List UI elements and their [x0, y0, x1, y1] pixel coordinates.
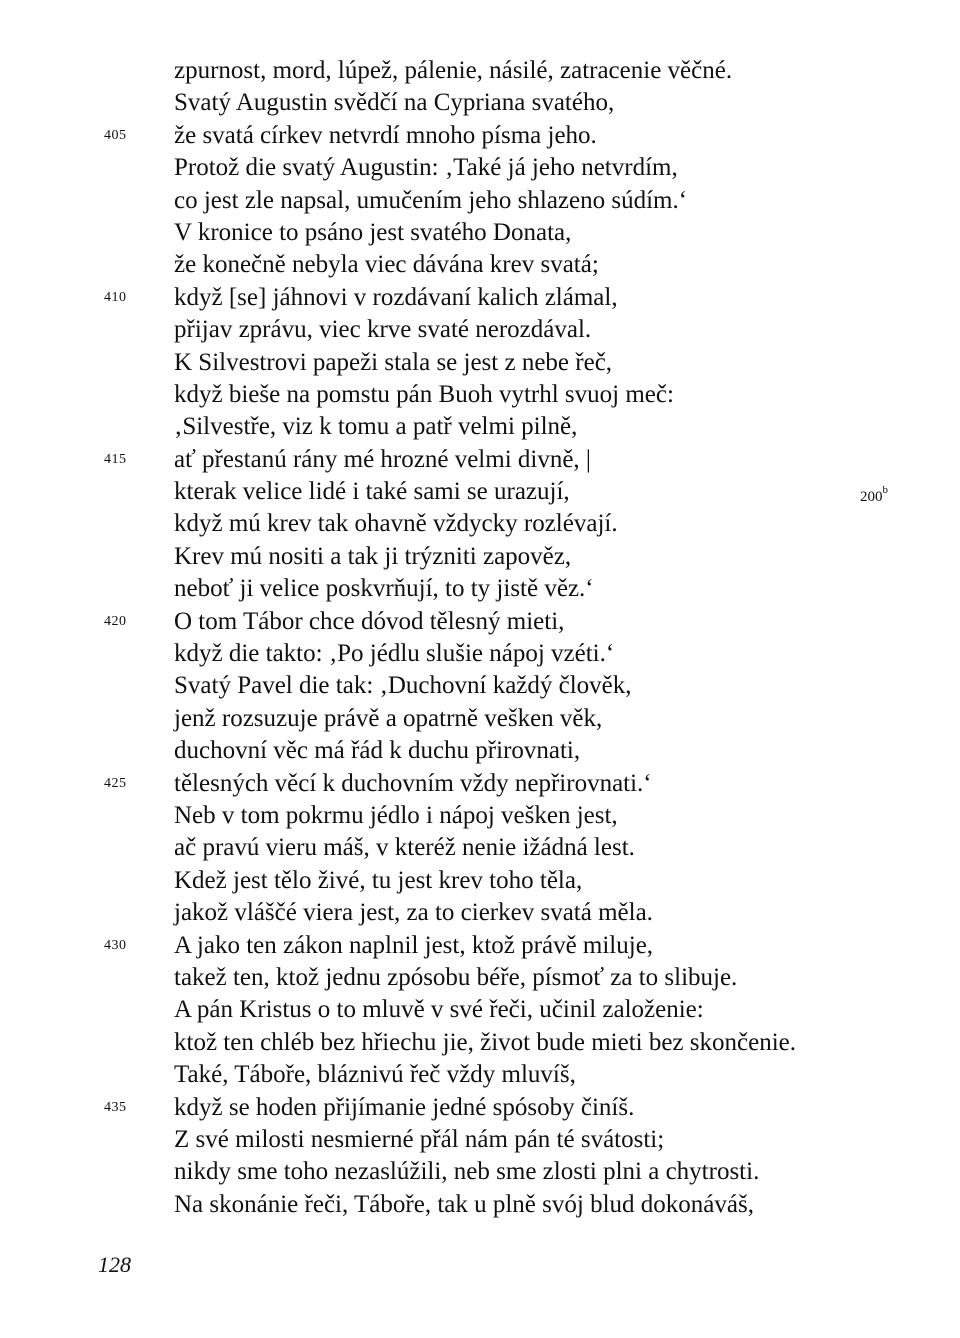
verse-text: když die takto: ‚Po jédlu slušie nápoj vzéti.‘: [174, 640, 615, 668]
verse-text: A jako ten zákon naplnil jest, ktož právě miluje,: [174, 931, 654, 959]
verse-line: [0, 1027, 960, 1059]
verse-line: [0, 411, 960, 443]
verse-text: jenž rozsuzuje právě a opatrně vešken věk,: [174, 704, 603, 732]
verse-text: Na skonánie řeči, Táboře, tak u plně svój blud dokonáváš,: [174, 1190, 754, 1218]
line-number: 405: [104, 127, 127, 143]
verse-line: [0, 735, 960, 767]
verse-lines: [0, 55, 960, 1221]
verse-text: Svatý Pavel die tak: ‚Duchovní každý člověk,: [174, 672, 632, 700]
verse-text: V kronice to psáno jest svatého Donata,: [174, 218, 572, 246]
verse-text: když mú krev tak ohavně vždycky rozlévají.: [174, 510, 618, 538]
line-number: 415: [104, 451, 127, 467]
verse-line: [0, 476, 960, 508]
folio-side: b: [882, 484, 888, 497]
verse-text: přijav zprávu, viec krve svaté nerozdával.: [174, 316, 592, 344]
line-number: 410: [104, 289, 127, 305]
verse-line: [0, 55, 960, 87]
verse-text: ať přestanú rány mé hrozné velmi divně, |: [174, 445, 591, 473]
verse-text: K Silvestrovi papeži stala se jest z nebe řeč,: [174, 348, 613, 376]
verse-line: [0, 1092, 960, 1124]
verse-line: [0, 347, 960, 379]
verse-line: [0, 703, 960, 735]
verse-text: nikdy sme toho nezaslúžili, neb sme zlosti plni a chytrosti.: [174, 1158, 760, 1186]
verse-line: [0, 314, 960, 346]
verse-line: [0, 897, 960, 929]
verse-text: ktož ten chléb bez hřiechu jie, život bude mieti bez skončenie.: [174, 1028, 796, 1056]
verse-text: když se hoden přijímanie jedné spósoby činíš.: [174, 1093, 635, 1121]
verse-line: [0, 994, 960, 1026]
verse-text: A pán Kristus o to mluvě v své řeči, učinil založenie:: [174, 996, 704, 1024]
verse-line: [0, 152, 960, 184]
line-number: 430: [104, 937, 127, 953]
verse-line: [0, 217, 960, 249]
verse-line: [0, 573, 960, 605]
verse-line: [0, 249, 960, 281]
verse-text: zpurnost, mord, lúpež, pálenie, násilé, zatracenie věčné.: [174, 57, 733, 84]
verse-line: [0, 800, 960, 832]
line-number: 420: [104, 613, 127, 629]
verse-line: [0, 185, 960, 217]
verse-text: Neb v tom pokrmu jédlo i nápoj vešken jest,: [174, 801, 618, 829]
verse-line: [0, 1124, 960, 1156]
verse-line: [0, 1156, 960, 1188]
folio-number: 200: [860, 489, 883, 506]
line-number: 435: [104, 1099, 127, 1115]
verse-text: neboť ji velice poskvrňují, to ty jistě věz.‘: [174, 575, 594, 603]
verse-line: [0, 282, 960, 314]
verse-line: [0, 930, 960, 962]
verse-line: [0, 444, 960, 476]
verse-line: [0, 865, 960, 897]
verse-line: [0, 606, 960, 638]
verse-text: kterak velice lidé i také sami se urazují,: [174, 478, 570, 506]
verse-text: Svatý Augustin svědčí na Cypriana svatého,: [174, 89, 615, 117]
verse-line: [0, 379, 960, 411]
verse-line: [0, 120, 960, 152]
verse-text: co jest zle napsal, umučením jeho shlazeno súdím.‘: [174, 186, 688, 214]
verse-line: [0, 832, 960, 864]
verse-line: [0, 508, 960, 540]
verse-text: O tom Tábor chce dóvod tělesný mieti,: [174, 607, 565, 635]
verse-line: [0, 768, 960, 800]
verse-text: že konečně nebyla viec dávána krev svatá;: [174, 251, 599, 279]
verse-text: ‚Silvestře, viz k tomu a patř velmi pilně,: [174, 413, 578, 441]
verse-line: [0, 638, 960, 670]
verse-text: jakož vláščé viera jest, za to cierkev svatá měla.: [174, 899, 653, 927]
line-number: 425: [104, 775, 127, 791]
verse-text: že svatá církev netvrdí mnoho písma jeho.: [174, 121, 597, 149]
verse-text: když [se] jáhnovi v rozdávaní kalich zlámal,: [174, 283, 618, 311]
page-number: 128: [98, 1252, 131, 1277]
verse-text: Kdež jest tělo živé, tu jest krev toho těla,: [174, 866, 583, 894]
verse-text: ač pravú vieru máš, v kteréž nenie ižádná lest.: [174, 834, 635, 862]
verse-text: když bieše na pomstu pán Buoh vytrhl svuoj meč:: [174, 380, 674, 408]
verse-text: Protož die svatý Augustin: ‚Také já jeho netvrdím,: [174, 154, 678, 182]
verse-line: [0, 1189, 960, 1221]
verse-line: [0, 87, 960, 119]
verse-text: duchovní věc má řád k duchu přirovnati,: [174, 737, 581, 765]
verse-text: Z své milosti nesmierné přál nám pán té svátosti;: [174, 1125, 665, 1153]
verse-text: Také, Táboře, bláznivú řeč vždy mluvíš,: [174, 1061, 576, 1089]
verse-line: [0, 962, 960, 994]
verse-line: [0, 670, 960, 702]
verse-text: tělesných věcí k duchovním vždy nepřirovnati.‘: [174, 769, 652, 797]
verse-line: [0, 1059, 960, 1091]
verse-line: [0, 541, 960, 573]
verse-text: takež ten, ktož jednu zpósobu béře, písmoť za to slibuje.: [174, 963, 738, 991]
verse-text: Krev mú nositi a tak ji trýzniti zapověz,: [174, 542, 572, 570]
